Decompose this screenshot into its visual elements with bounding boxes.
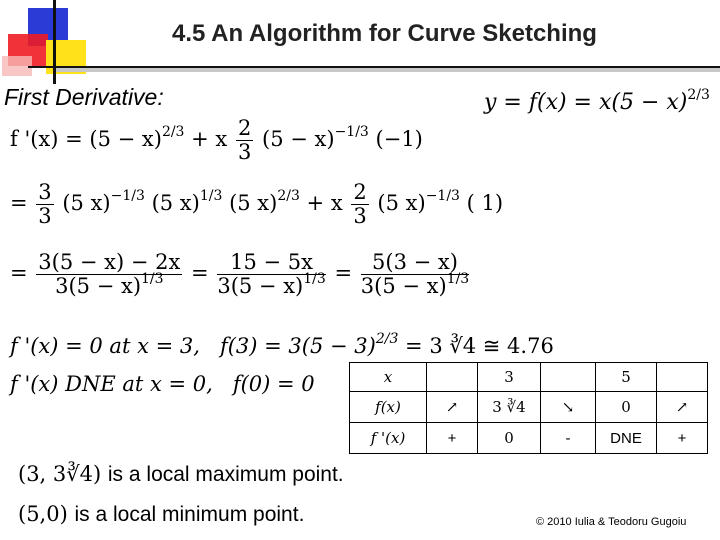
table-cell: 3 ∛4 [478, 392, 541, 423]
table-row-fprime [350, 423, 708, 454]
critical-point-zero: f '(x) = 0 at x = 3, $f(3) = 3(5 - 3)^{2/3} = 3$ ∛4 ≅ 4.76 [10, 331, 554, 358]
table-row-f [350, 392, 708, 423]
table-cell: ↘ [541, 392, 596, 423]
table-cell [657, 363, 708, 392]
table-cell: - [541, 423, 596, 454]
copyright-text: © 2010 Iulia & Teodoru Gugoiu [536, 516, 687, 528]
table-cell: 0 [478, 423, 541, 454]
function-definition: $y = f(x) = x(5 - x)^{2/3}$ [484, 87, 710, 115]
slide-title: 4.5 An Algorithm for Curve Sketching [172, 20, 597, 47]
local-maximum-statement: (3, 3∛4) is a local maximum point. [18, 462, 344, 486]
table-cell [427, 363, 478, 392]
local-minimum-statement: (5,0) is a local minimum point. [18, 502, 305, 526]
derivative-line-1: f '$(x) = (5 - x)^{2/3} + x$ $\frac{2}{3}$ $(5 - x)^{-1/3}$ (−1) [10, 116, 423, 164]
table-cell: DNE [596, 423, 657, 454]
derivative-line-3: = $\frac{3(5 - x) - 2x}{3(5 - x)^{1/3}}$ = $\frac{15 - 5x}{3(5 - x)^{1/3}}$ = $\frac{5(3 - x)}{3(5 - x)^{1/3}}$ [10, 250, 470, 298]
decoration-horizontal-line [28, 66, 720, 68]
critical-point-dne: f '(x) DNE at x = 0, f(0) = 0 [10, 372, 315, 396]
table-cell: + [657, 423, 708, 454]
table-cell: + [427, 423, 478, 454]
decoration-vertical-line [53, 0, 56, 84]
table-cell: f(x) [350, 392, 427, 423]
table-row-x [350, 363, 708, 392]
table-cell: 0 [596, 392, 657, 423]
table-cell: 5 [596, 363, 657, 392]
table-cell: f '(x) [350, 423, 427, 454]
section-label: First Derivative: [4, 84, 164, 110]
table-cell: ↗ [657, 392, 708, 423]
table-cell: 3 [478, 363, 541, 392]
table-cell: x [350, 363, 427, 392]
table-cell: ↗ [427, 392, 478, 423]
table-cell [541, 363, 596, 392]
derivative-line-2: = $\frac{3}{3}$ (5 x)$^{-1/3}$ (5 x)$^{1/3}$ (5 x)$^{2/3}$ + x $\frac{2}{3}$ (5 x)$^{-1/3}$ ( 1) [10, 180, 504, 228]
sign-table [349, 362, 708, 454]
